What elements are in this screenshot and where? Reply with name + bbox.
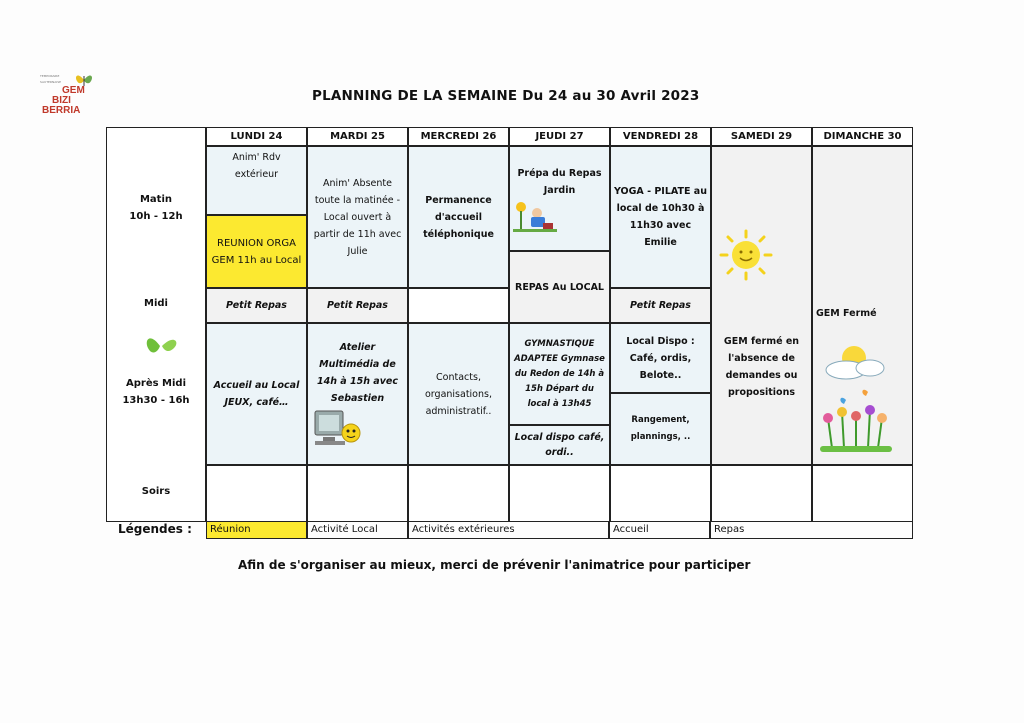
legend-accueil: Accueil: [609, 521, 710, 539]
cell-mardi-midi: Petit Repas: [307, 288, 408, 323]
cell-lundi-apres-midi: Accueil au Local JEUX, café…: [206, 323, 307, 465]
cell-jeudi-matin: [509, 146, 610, 251]
apres-midi-label: Après Midi: [125, 378, 186, 389]
legend-activites-exterieures: Activités extérieures: [408, 521, 609, 539]
logo: [38, 72, 100, 124]
header-day-vendredi: VENDREDI 28: [610, 127, 711, 146]
apres-midi-hours: 13h30 - 16h: [122, 395, 190, 406]
logo-brand-2: BIZI: [52, 95, 71, 106]
cell-mercredi-soir: [408, 465, 509, 522]
logo-line1: TEMPORAIRE: [40, 74, 60, 78]
gardener-icon: [513, 199, 557, 233]
cell-mercredi-matin: Permanence d'accueil téléphonique: [408, 146, 509, 288]
flowers-icon: [816, 336, 896, 456]
cell-jeudi-midi: REPAS Au LOCAL: [509, 251, 610, 323]
legend-label: Légendes :: [118, 522, 192, 536]
cell-mardi-matin: Anim' Absente toute la matinée - Local ouvert à partir de 11h avec Julie: [307, 146, 408, 288]
matin-hours: 10h - 12h: [129, 211, 183, 222]
butterfly-icon: [144, 330, 180, 358]
cell-dimanche: [812, 146, 913, 465]
samedi-text: GEM fermé en l'absence de demandes ou propositions: [723, 335, 800, 398]
legend-repas: Repas: [710, 521, 913, 539]
header-day-samedi: SAMEDI 29: [711, 127, 812, 146]
header-day-mardi: MARDI 25: [307, 127, 408, 146]
cell-vendredi-apres-midi: Local Dispo : Café, ordis, Belote..: [610, 323, 711, 393]
matin-label: Matin: [139, 194, 173, 205]
jeudi-prepa-text: Prépa du Repas Jardin: [517, 167, 602, 196]
cell-mercredi-midi: [408, 288, 509, 323]
mardi-atelier-text: Atelier Multimédia de 14h à 15h avec Sebastien: [317, 342, 398, 404]
header-day-dimanche: DIMANCHE 30: [812, 127, 913, 146]
row-label-soirs: Soirs: [141, 486, 171, 497]
sun-icon: [715, 229, 777, 281]
cell-vendredi-soir: [610, 465, 711, 522]
cell-jeudi-soir: [509, 465, 610, 522]
planning-table: [106, 127, 913, 539]
cell-vendredi-rangement: Rangement, plannings, ..: [610, 393, 711, 465]
cell-jeudi-gym: GYMNASTIQUE ADAPTEE Gymnase du Redon de 14h à 15h Départ du local à 13h45: [509, 323, 610, 425]
cell-lundi-soir: [206, 465, 307, 522]
cell-mardi-apres-midi: [307, 323, 408, 465]
cell-dimanche-soir: [812, 465, 913, 522]
computer-icon: [311, 409, 363, 449]
legend-activite-local: Activité Local: [307, 521, 408, 539]
row-label-midi: Midi: [144, 298, 168, 309]
cell-vendredi-matin: YOGA - PILATE au local de 10h30 à 11h30 avec Emilie: [610, 146, 711, 288]
cell-lundi-reunion: REUNION ORGA GEM 11h au Local: [206, 215, 307, 288]
cell-mercredi-apres-midi: Contacts, organisations, administratif..: [408, 323, 509, 465]
cell-samedi-soir: [711, 465, 812, 522]
cell-lundi-midi: Petit Repas: [206, 288, 307, 323]
logo-brand-1: GEM: [62, 85, 85, 96]
cell-lundi-matin: Anim' Rdv extérieur: [206, 146, 307, 215]
page-title: PLANNING DE LA SEMAINE Du 24 au 30 Avril 2023: [312, 88, 700, 104]
cell-samedi: [711, 146, 812, 465]
dimanche-text: GEM Fermé: [816, 308, 877, 319]
cell-jeudi-local: Local dispo café, ordi..: [509, 425, 610, 465]
header-day-mercredi: MERCREDI 26: [408, 127, 509, 146]
logo-brand-3: BERRIA: [42, 105, 81, 116]
footer-note: Afin de s'organiser au mieux, merci de prévenir l'animatrice pour participer: [238, 558, 751, 572]
header-day-lundi: LUNDI 24: [206, 127, 307, 146]
legend-reunion: Réunion: [206, 521, 307, 539]
logo-line2: SAUTERNAISE: [40, 80, 62, 84]
row-label-column: [106, 127, 206, 522]
cell-vendredi-midi: Petit Repas: [610, 288, 711, 323]
cell-mardi-soir: [307, 465, 408, 522]
header-day-jeudi: JEUDI 27: [509, 127, 610, 146]
row-label-matin: [106, 191, 206, 225]
row-label-apres-midi: [106, 375, 206, 409]
